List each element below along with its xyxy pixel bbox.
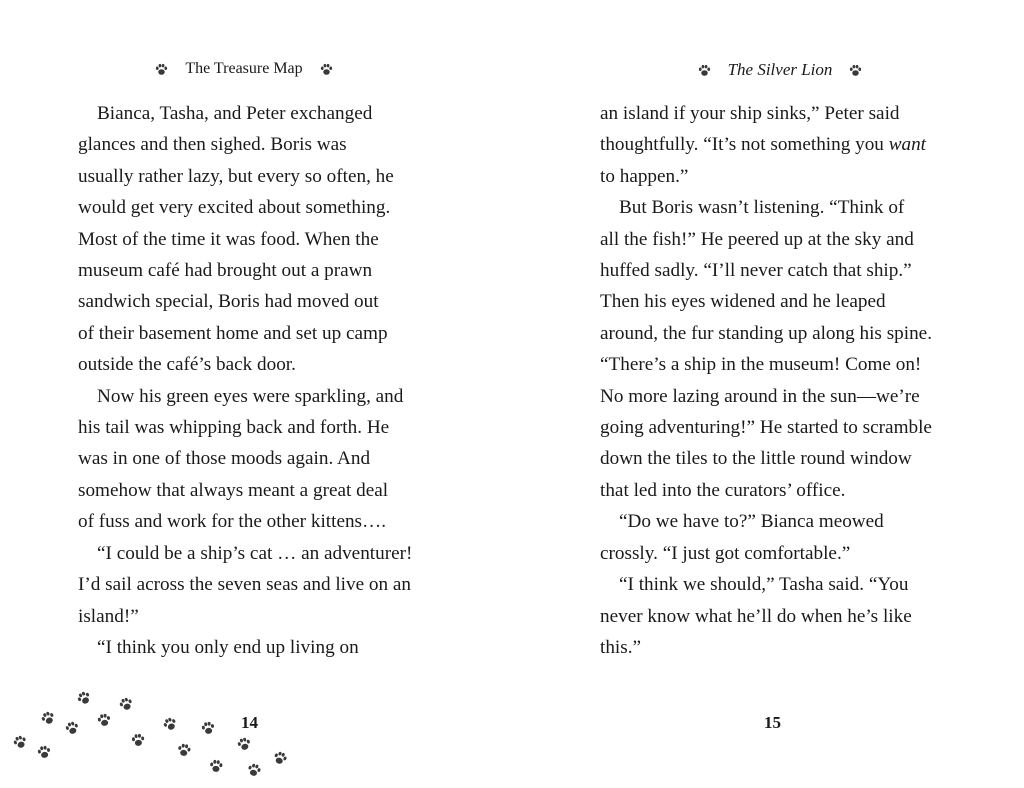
right-page — [512, 0, 1024, 788]
text-line: to happen.” — [600, 165, 689, 187]
text-line: island!” — [78, 605, 139, 627]
paw-print-icon — [319, 62, 334, 77]
page-number: 14 — [241, 713, 258, 732]
text-line: sandwich special, Boris had moved out — [78, 291, 379, 313]
text-line: “I think you only end up living on — [97, 636, 359, 658]
text-line: was in one of those moods again. And — [78, 448, 371, 470]
text-line: outside the café’s back door. — [78, 354, 296, 376]
text-line: “I could be a ship’s cat … an adventurer! — [97, 542, 413, 564]
left-body-text — [78, 98, 438, 663]
text-line: would get very excited about something. — [78, 197, 391, 219]
page-number: 15 — [764, 713, 781, 732]
text-line: of their basement home and set up camp — [78, 322, 388, 344]
text-line: Now his green eyes were sparkling, and — [97, 385, 404, 407]
right-running-header — [512, 60, 1024, 80]
text-line: I’d sail across the seven seas and live on an — [78, 574, 412, 596]
text-line: going adventuring!” He started to scramble — [600, 417, 932, 439]
text-line: usually rather lazy, but every so often, he — [78, 165, 394, 187]
text-line: never know what he’ll do when he’s like — [600, 605, 912, 627]
paw-print-trail-icon — [0, 686, 300, 788]
text-line: around, the fur standing up along his spine. — [600, 322, 932, 344]
text-line: somehow that always meant a great deal — [78, 479, 389, 501]
left-header-title: The Treasure Map — [185, 60, 303, 77]
right-body-text — [600, 98, 972, 663]
text-line: glances and then sighed. Boris was — [78, 134, 347, 156]
text-line: crossly. “I just got comfortable.” — [600, 542, 851, 564]
text-line — [600, 129, 972, 160]
text-line: huffed sadly. “I’ll never catch that ship.” — [600, 260, 912, 282]
text-line: Most of the time it was food. When the — [78, 228, 379, 250]
text-line: “Do we have to?” Bianca meowed — [619, 511, 884, 533]
text-run: thoughtfully. “It’s not something you — [600, 134, 889, 156]
text-line: all the fish!” He peered up at the sky and — [600, 228, 914, 250]
paw-print-icon — [154, 62, 169, 77]
text-line: down the tiles to the little round window — [600, 448, 912, 470]
paw-print-icon — [697, 63, 712, 78]
text-line: his tail was whipping back and forth. He — [78, 417, 390, 439]
text-line: No more lazing around in the sun—we’re — [600, 385, 920, 407]
text-line: But Boris wasn’t listening. “Think of — [619, 197, 905, 219]
emphasized-word: want — [888, 134, 927, 156]
text-line: museum café had brought out a prawn — [78, 260, 373, 282]
text-line: “I think we should,” Tasha said. “You — [619, 574, 909, 596]
text-line: an island if your ship sinks,” Peter said — [600, 103, 900, 124]
text-line: that led into the curators’ office. — [600, 479, 846, 501]
text-line: this.” — [600, 636, 642, 658]
text-line: “There’s a ship in the museum! Come on! — [600, 354, 922, 376]
text-line: Bianca, Tasha, and Peter exchanged — [97, 103, 373, 124]
paw-print-icon — [848, 63, 863, 78]
text-line: of fuss and work for the other kittens…. — [78, 511, 387, 533]
text-line: Then his eyes widened and he leaped — [600, 291, 886, 313]
left-running-header — [0, 60, 512, 78]
right-header-title: The Silver Lion — [727, 60, 833, 79]
